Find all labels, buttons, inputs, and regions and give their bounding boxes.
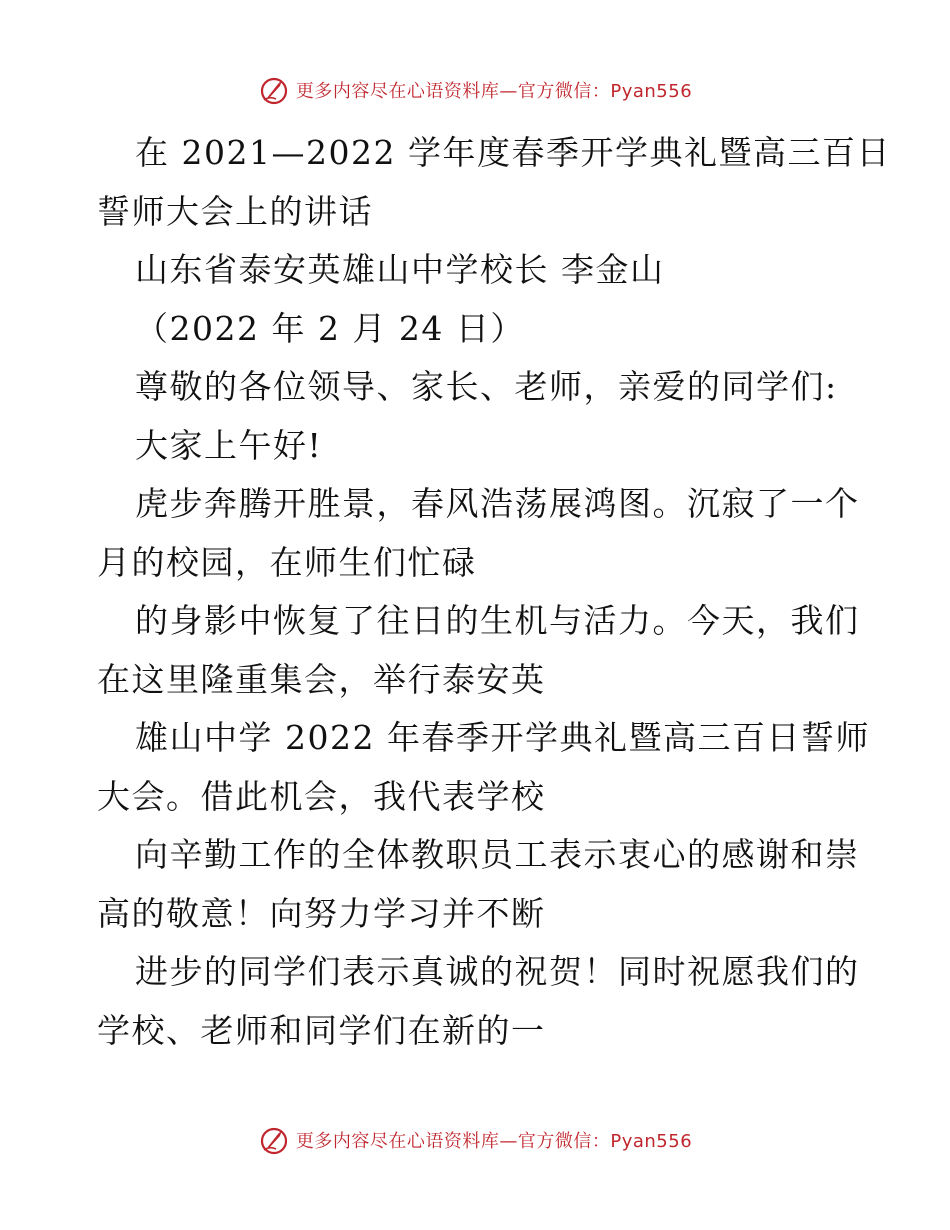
quill-circle-logo-icon — [258, 74, 290, 106]
greeting-line: 大家上午好! — [135, 425, 323, 465]
watermark-id: Pyan556 — [610, 1131, 693, 1152]
author-line: 山东省泰安英雄山中学校长 李金山 — [135, 250, 665, 289]
paragraph-line: 向辛勤工作的全体教职员工表示衷心的感谢和崇 — [135, 835, 860, 874]
salutation-line: 尊敬的各位领导、家长、老师，亲爱的同学们: — [135, 367, 838, 406]
watermark-separator: — — [499, 81, 518, 102]
watermark-main: 更多内容尽在心语资料库 — [295, 1131, 500, 1152]
watermark-separator: — — [499, 1131, 518, 1152]
header-watermark — [0, 70, 950, 110]
watermark-main: 更多内容尽在心语资料库 — [295, 81, 500, 102]
paragraph-line: 学校、老师和同学们在新的一 — [97, 1010, 546, 1050]
watermark-group — [258, 1124, 692, 1156]
title-line-2: 誓师大会上的讲话 — [97, 191, 373, 231]
paragraph-line: 进步的同学们表示真诚的祝贺！同时祝愿我们的 — [135, 952, 860, 991]
watermark-id: Pyan556 — [610, 81, 693, 102]
watermark-label: 官方微信： — [517, 1131, 611, 1152]
paragraph-line: 虎步奔腾开胜景，春风浩荡展鸿图。沉寂了一个 — [135, 484, 860, 523]
watermark-group — [258, 74, 692, 106]
quill-circle-logo-icon — [258, 1124, 290, 1156]
watermark-text — [296, 1127, 692, 1153]
paragraph-line: 在这里隆重集会，举行泰安英 — [97, 659, 546, 699]
paragraph-line: 月的校园，在师生们忙碌 — [97, 542, 477, 582]
footer-watermark — [0, 1120, 950, 1160]
title-line-1: 在 2021—2022 学年度春季开学典礼暨高三百日 — [135, 133, 891, 172]
paragraph-line: 的身影中恢复了往日的生机与活力。今天，我们 — [135, 601, 860, 640]
watermark-label: 官方微信： — [517, 81, 611, 102]
date-line: （2022 年 2 月 24 日） — [135, 308, 525, 348]
paragraph-line: 雄山中学 2022 年春季开学典礼暨高三百日誓师 — [135, 718, 870, 757]
paragraph-line: 大会。借此机会，我代表学校 — [97, 776, 546, 816]
watermark-text — [296, 77, 692, 103]
document-body — [97, 124, 891, 1060]
paragraph-line: 高的敬意！向努力学习并不断 — [97, 893, 546, 933]
